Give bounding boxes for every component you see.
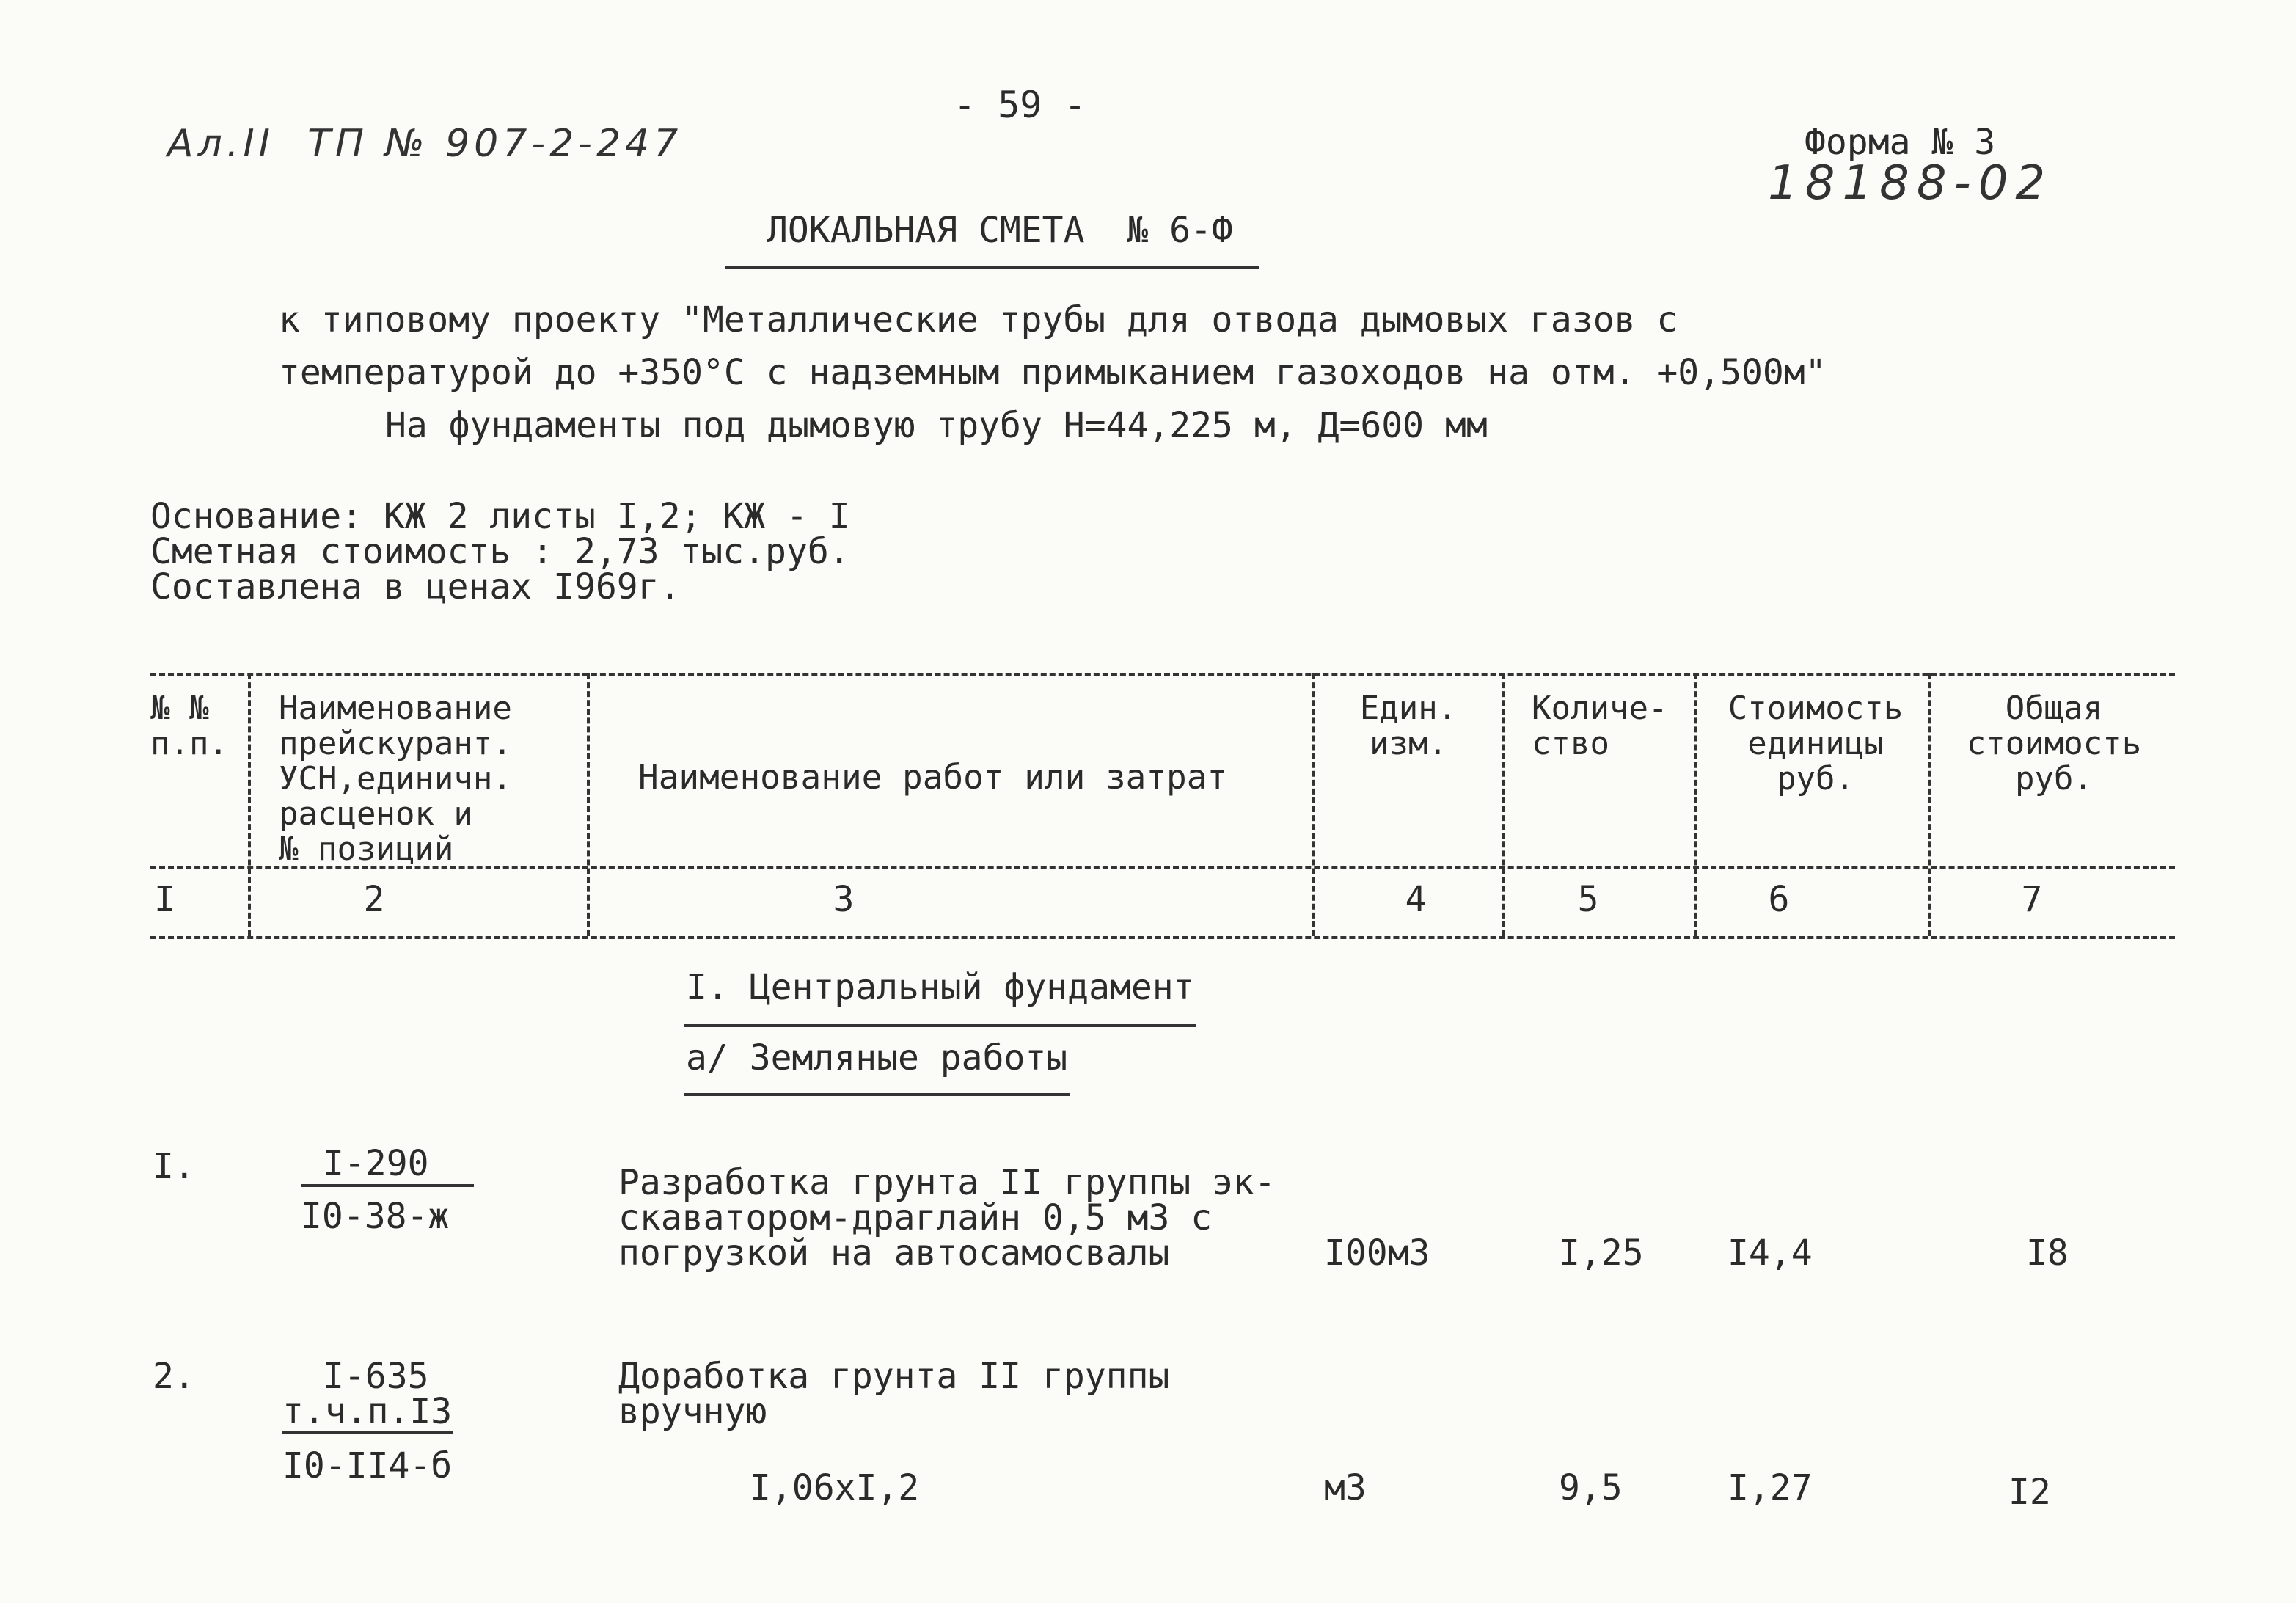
row-description: Доработка грунта II группы вручную — [618, 1356, 1170, 1432]
document-title: ЛОКАЛЬНАЯ СМЕТА № 6-Ф — [767, 210, 1233, 251]
page-number: - 59 - — [954, 84, 1086, 126]
col-number-6: 6 — [1768, 879, 1790, 920]
row-number: 2. — [153, 1356, 195, 1397]
row-total: I8 — [2026, 1233, 2069, 1274]
subsection-underline — [684, 1093, 1070, 1096]
col-number-4: 4 — [1405, 879, 1427, 920]
section-heading: I. Центральный фундамент — [686, 967, 1195, 1008]
row-code-primary: I-635 — [323, 1356, 429, 1397]
row-number: I. — [153, 1146, 195, 1187]
subtitle-line-3: На фундаменты под дымовую трубу Н=44,225 м, Д=600 мм — [385, 405, 1488, 446]
row-total: I2 — [2008, 1472, 2051, 1513]
row-unit-price: I4,4 — [1728, 1233, 1813, 1274]
row-unit: м3 — [1324, 1467, 1367, 1508]
header-col-price-list: Наименование прейскурант. УСН,единичн. расценок и № позиций — [279, 690, 512, 868]
row-quantity: 9,5 — [1559, 1467, 1623, 1508]
form-label: Форма № 3 — [1805, 122, 1996, 163]
header-col-total-cost: Общая стоимость руб. — [1966, 690, 2142, 797]
row-unit-price: I,27 — [1728, 1467, 1813, 1508]
row-code-reference: т.ч.п.I3 — [282, 1391, 453, 1432]
basis-line-1: Основание: КЖ 2 листы I,2; КЖ - I — [150, 496, 850, 537]
form-code: 18188-02 — [1768, 156, 2053, 211]
subtitle-line-1: к типовому проекту "Металлические трубы для отвода дымовых газов с — [279, 299, 1678, 340]
row-code-primary: I-290 — [323, 1143, 429, 1184]
subtitle-line-2: температурой до +350°С с надземным примыканием газоходов на отм. +0,500м" — [279, 352, 1827, 393]
section-underline — [684, 1024, 1196, 1027]
row-code-secondary: I0-38-ж — [301, 1196, 450, 1237]
col-number-7: 7 — [2021, 879, 2043, 920]
header-col-work-name: Наименование работ или затрат — [638, 757, 1228, 797]
row-code-secondary: I0-II4-б — [282, 1445, 453, 1486]
col-number-2: 2 — [363, 879, 385, 920]
row-code-divider — [301, 1184, 474, 1187]
col-number-3: 3 — [833, 879, 855, 920]
header-col-unit-cost: Стоимость единицы руб. — [1728, 690, 1904, 797]
row-quantity: I,25 — [1559, 1233, 1644, 1274]
row-description: Разработка грунта II группы эк- скаватором-драглайн 0,5 м3 с погрузкой на автосамосвалы — [618, 1162, 1276, 1274]
title-underline — [725, 266, 1259, 269]
table-numbers-bottom-border — [150, 936, 2175, 939]
basis-line-2: Сметная стоимость : 2,73 тыс.руб. — [150, 531, 850, 572]
col-number-5: 5 — [1577, 879, 1599, 920]
basis-line-3: Составлена в ценах I969г. — [150, 566, 681, 607]
table-top-border — [150, 673, 2175, 676]
header-col-unit: Един. изм. — [1359, 690, 1458, 762]
row-code-divider — [282, 1431, 453, 1434]
subsection-heading: а/ Земляные работы — [686, 1037, 1068, 1078]
row-unit: I00м3 — [1324, 1233, 1430, 1274]
header-col-number: № № п.п. — [150, 690, 228, 762]
handwritten-annotation: Ал.II ТП № 907-2-247 — [167, 122, 683, 166]
col-number-1: I — [154, 879, 175, 920]
header-col-quantity: Количе- ство — [1532, 690, 1668, 762]
row-formula: I,06хI,2 — [750, 1467, 920, 1508]
